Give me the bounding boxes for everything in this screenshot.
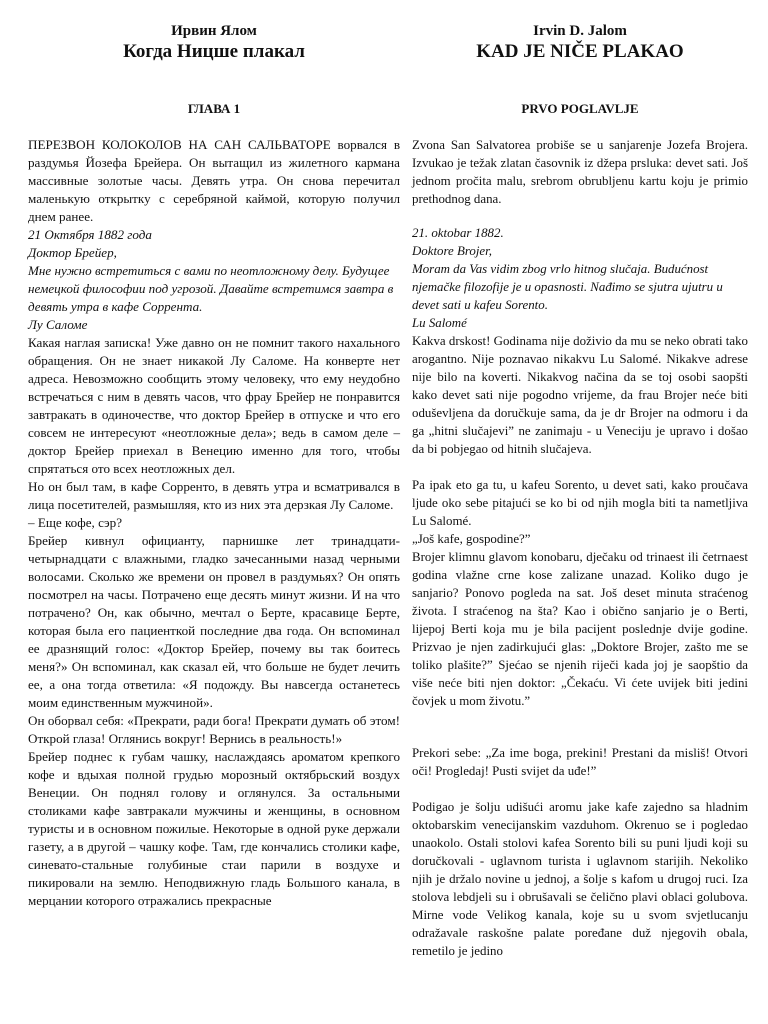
letter-date: 21. oktobar 1882. — [412, 226, 504, 240]
letter-signature: Лу Саломе — [28, 317, 88, 332]
letter-date: 21 Октября 1882 года — [28, 227, 152, 242]
letter-body: Moram da Vas vidim zbog vrlo hitnog slučaja. Budućnost njemačke filozofije je u opasnosti. Nađimo se sjutra ujutru u devet sati u kafeu Sorento. — [412, 262, 723, 312]
body-text-russian — [28, 136, 400, 910]
paragraph: Брейер кивнул официанту, парнишке лет тринадцати-четырнадцати с влажными, гладко зачесанными назад черными волосами. Сколько же времени он провел в раздумьях? Он опять посмотрел на часы. Потрачено еще десять минут жизни. И на что потрачено? Он, как обычно, мечтал о Берте, красавице Берте, которая была его пациенткой последние два года. Он вспоминал ее дразнящий голос: «Доктор Брейер, почему вы так боитесь меня?» Он вспоминал, как сказал ей, что больше не будет лечить ее, а она тогда ответила: «Я подожду. Вы навсегда останетесь моим единственным мужчиной». — [28, 533, 400, 710]
paragraph: Брейер поднес к губам чашку, наслаждаясь ароматом крепкого кофе и вдыхая полной грудью морозный октябрьский воздух Венеции. Он поднял голову и оглянулся. За остальными столиками кафе завтракали мужчины и женщины, в основном туристы и в основном пожилые. Некоторые в одной руке держали газету, а в другой – чашку кофе. Там, где кончались столики кафе, синевато-стальные голубиные стаи парили в воздухе и пикировали на землю. Неподвижную гладь Большого канала, в мерцании которого отражались прекрасные — [28, 749, 400, 908]
chapter-heading-russian: ГЛАВА 1 — [187, 101, 241, 116]
chapter-heading-serbian: PRVO POGLAVLJE — [521, 101, 639, 116]
book-title-serbian: KAD JE NIČE PLAKAO — [476, 41, 684, 62]
paragraph: Какая наглая записка! Уже давно он не помнит такого нахального обращения. Он не знает никакой Лу Саломе. На конверте нет адреса. Невозможно сообщить этому человеку, что ему неудобно встречаться с ним в девять часов, что фрау Брейер не понравится завтракать в одиночестве, что доктор Брейер в отпуске и что его совсем не интересуют «неотложные дела»; ведь в самом деле – доктор Брейер приехал в Венецию именно для того, чтобы спрятаться ото всех неотложных дел. — [28, 335, 400, 476]
spacer — [412, 208, 748, 224]
letter-salutation: Доктор Брейер, — [28, 245, 117, 260]
paragraph: ПЕРЕЗВОН КОЛОКОЛОВ НА САН САЛЬВАТОРЕ ворвался в раздумья Йозефа Брейера. Он вытащил из жилетного кармана массивные золотые часы. Девять утра. Он снова перечитал маленькую открытку с серебряной каймой, которую получил днем ранее. — [28, 137, 400, 224]
book-title-russian: Когда Ницше плакал — [123, 41, 305, 62]
dialogue-line: – Еще кофе, сэр? — [28, 515, 123, 530]
paragraph: Pa ipak eto ga tu, u kafeu Sorento, u devet sati, kako proučava ljude oko sebe pitajući se ko bi od njih mogla biti ta nametljiva Lu Salomé. — [412, 478, 748, 528]
paragraph: Zvona San Salvatorea probiše se u sanjarenje Jozefa Brojera. Izvukao je težak zlatan časovnik iz džepa prsluka: devet sati. Još jednom pročita malu, srebrom obrubljenu kartu koju je primio prethodnog dana. — [412, 138, 748, 206]
spacer — [412, 710, 748, 744]
paragraph: Но он был там, в кафе Сорренто, в девять утра и всматривался в лица посетителей, размышляя, кто из них эта дерзкая Лу Саломе. — [28, 479, 400, 512]
dialogue-line: „Još kafe, gospodine?” — [412, 532, 531, 546]
author-russian: Ирвин Ялом — [171, 23, 257, 39]
paragraph: Prekori sebe: „Za ime boga, prekini! Prestani da misliš! Otvori oči! Progledaj! Pusti svijet da uđe!” — [412, 746, 748, 778]
letter-signature: Lu Salomé — [412, 316, 467, 330]
spacer — [412, 780, 748, 798]
spacer — [412, 458, 748, 476]
letter-salutation: Doktore Brojer, — [412, 244, 492, 258]
paragraph: Kakva drskost! Godinama nije doživio da mu se neko obrati tako arogantno. Nije poznavao nikakvu Lu Salomé. Nikakve adrese nije bilo na koverti. Nikakvog načina da se toj osobi saopšti kako devet sati nije pogodno vrijeme, da frau Brojer neće biti oduševljena da doručkuje sama, da je dr Brojer na odmoru i da ga „hitni slučajevi” ne zanimaju - u Veneciju je upravo i došao da bi pobjegao od hitnih slučajeva. — [412, 334, 748, 456]
paragraph: Brojer klimnu glavom konobaru, dječaku od trinaest ili četrnaest godina vlažne crne kose zalizane unazad. Koliko dugo je sanjario? Ponovo pogleda na sat. Još deset minuta straćenog života. I straćenog na šta? Kao i obično sanjario je o Berti, lijepoj Berti koja mu je bila pacijent poslednje dvije godine. Prizvao je njen zadirkujući glas: „Doktore Brojer, zašto me se toliko plašite?” Sjećao se njenih riječi kada joj je saopštio da više neće biti njen doktor: „Čekaću. Vi ćete uvijek biti jedini čovjek u mom životu.” — [412, 550, 748, 708]
paragraph: Podigao je šolju udišući aromu jake kafe zajedno sa hladnim oktobarskim venecijanskim vazduhom. Okrenuo se i pogledao unaokolo. Ostali stolovi kafea Sorento bili su puni ljudi koji su doručkovali - uglavnom turista i uglavnom starijih. Nekoliko njih je držalo novine u jednoj, a šolje s kafom u drugoj ruci. Iza stolova lebdjeli su i obrušavali se čelično plavi oblaci golubova. Mirne vode Velikog kanala, koje su u svom svjetlucanju odražavale raskošne palate poređane duž njegovih obala, remetilo je jedino — [412, 800, 748, 958]
body-text-serbian — [412, 136, 748, 960]
author-serbian: Irvin D. Jalom — [533, 23, 627, 39]
paragraph: Он оборвал себя: «Прекрати, ради бога! Прекрати думать об этом! Открой глаза! Оглянись вокруг! Вернись в реальность!» — [28, 713, 400, 746]
letter-body: Мне нужно встретиться с вами по неотложному делу. Будущее немецкой философии под угрозой. Давайте встретимся завтра в девять утра в кафе Соррента. — [28, 263, 394, 314]
